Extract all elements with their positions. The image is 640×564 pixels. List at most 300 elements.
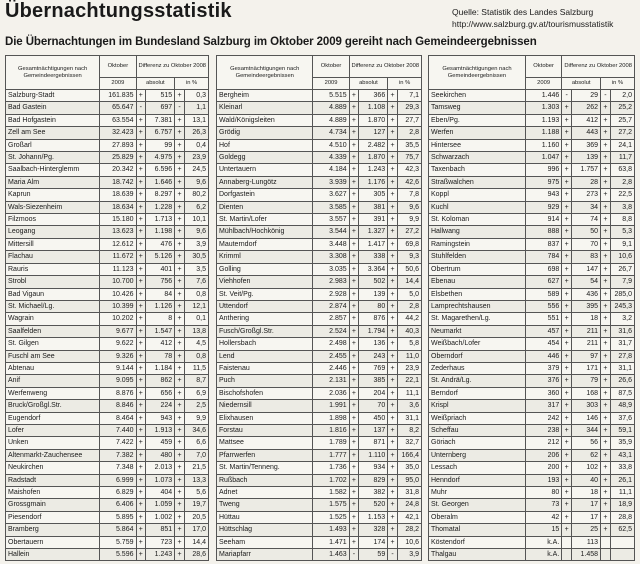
pct-value: 29,3 — [397, 102, 421, 114]
oktober-value: 9.677 — [100, 325, 136, 337]
abs-sign: + — [136, 214, 146, 226]
abs-value: 1.002 — [146, 511, 175, 523]
gemeinde-name: Thomatal — [429, 524, 526, 536]
table-row — [6, 474, 209, 486]
abs-value: 1.059 — [146, 499, 175, 511]
table-row — [429, 214, 635, 226]
abs-sign: + — [136, 387, 146, 399]
gemeinde-name: Krispl — [429, 400, 526, 412]
table-row — [217, 511, 422, 523]
abs-sign: + — [136, 412, 146, 424]
gemeinde-name: Bischofshofen — [217, 387, 313, 399]
pct-value: 9,9 — [397, 214, 421, 226]
abs-sign: + — [349, 499, 359, 511]
oktober-value: 1.575 — [313, 499, 349, 511]
gemeinde-name: Neukirchen — [6, 462, 100, 474]
oktober-value: 1.160 — [525, 139, 561, 151]
abs-sign: + — [562, 524, 572, 536]
oktober-value: 457 — [525, 325, 561, 337]
abs-value: 18 — [571, 313, 600, 325]
table-row — [6, 524, 209, 536]
oktober-value: 1.582 — [313, 487, 349, 499]
pct-sign: + — [388, 462, 398, 474]
abs-value: 862 — [146, 375, 175, 387]
abs-value: 1.126 — [146, 300, 175, 312]
pct-sign: + — [601, 487, 611, 499]
abs-value: 8.297 — [146, 189, 175, 201]
statistics-table-3 — [428, 55, 635, 561]
pct-value: 14,4 — [184, 536, 208, 548]
gemeinde-name: Flachau — [6, 251, 100, 263]
oktober-value: 7.382 — [100, 449, 136, 461]
abs-value: 79 — [571, 375, 600, 387]
pct-sign: + — [601, 511, 611, 523]
pct-value: 11,7 — [610, 152, 634, 164]
table-row — [429, 511, 635, 523]
gemeinde-name: Seeham — [217, 536, 313, 548]
oktober-value: 3.035 — [313, 263, 349, 275]
abs-sign: + — [136, 139, 146, 151]
abs-value: 436 — [571, 288, 600, 300]
abs-sign: + — [136, 313, 146, 325]
pct-sign: + — [175, 362, 185, 374]
pct-sign: + — [601, 164, 611, 176]
abs-sign: + — [136, 325, 146, 337]
oktober-value: 551 — [525, 313, 561, 325]
pct-value: 0,8 — [184, 288, 208, 300]
table-row — [217, 226, 422, 238]
pct-value: 13,3 — [184, 474, 208, 486]
gemeinde-name: Puch — [217, 375, 313, 387]
pct-value: 11,1 — [397, 387, 421, 399]
oktober-value: 42 — [525, 511, 561, 523]
gemeinde-name: Bad Vigaun — [6, 288, 100, 300]
abs-sign: + — [562, 362, 572, 374]
table-row — [217, 201, 422, 213]
table-row — [217, 400, 422, 412]
gemeinde-name: Fuschl am See — [6, 350, 100, 362]
table-row — [217, 412, 422, 424]
pct-sign: + — [388, 511, 398, 523]
gemeinde-name: Muhr — [429, 487, 526, 499]
abs-sign: - — [136, 102, 146, 114]
gemeinde-name: Berndorf — [429, 387, 526, 399]
oktober-value: 10.700 — [100, 276, 136, 288]
pct-sign: + — [388, 226, 398, 238]
abs-value: 1.646 — [146, 176, 175, 188]
table-row — [6, 300, 209, 312]
oktober-value: 784 — [525, 251, 561, 263]
oktober-value: 10.426 — [100, 288, 136, 300]
pct-sign: + — [601, 524, 611, 536]
gemeinde-name: Mauterndorf — [217, 238, 313, 250]
pct-value: 2,5 — [184, 400, 208, 412]
abs-sign: + — [562, 201, 572, 213]
abs-value: 273 — [571, 189, 600, 201]
gemeinde-name: Faistenau — [217, 362, 313, 374]
table-row — [217, 214, 422, 226]
table-row — [6, 412, 209, 424]
abs-value: 769 — [359, 362, 388, 374]
table-row — [429, 449, 635, 461]
pct-sign: + — [175, 400, 185, 412]
pct-value: 31,1 — [397, 412, 421, 424]
gemeinde-name: Schwarzach — [429, 152, 526, 164]
table-row — [429, 350, 635, 362]
abs-value: 40 — [571, 474, 600, 486]
oktober-value: 242 — [525, 412, 561, 424]
abs-sign — [562, 549, 572, 561]
header-year: 2009 — [100, 78, 136, 90]
oktober-value: 5.596 — [100, 549, 136, 561]
abs-value: 127 — [359, 127, 388, 139]
pct-sign — [601, 536, 611, 548]
pct-value: 50,6 — [397, 263, 421, 275]
oktober-value: 7.348 — [100, 462, 136, 474]
abs-sign: + — [136, 462, 146, 474]
abs-sign: + — [562, 474, 572, 486]
header-differenz: Differenz zu Oktober 2008 — [136, 56, 209, 78]
gemeinde-name: Hallwang — [429, 226, 526, 238]
pct-sign: + — [601, 276, 611, 288]
pct-value: 2,8 — [397, 127, 421, 139]
pct-sign: + — [388, 114, 398, 126]
header-oktober: Oktober — [525, 56, 561, 78]
gemeinde-name: Dienten — [217, 201, 313, 213]
abs-value: 8 — [146, 313, 175, 325]
gemeinde-name: Tweng — [217, 499, 313, 511]
pct-value: 87,5 — [610, 387, 634, 399]
gemeinde-name: Straßwalchen — [429, 176, 526, 188]
gemeinde-name: Niedernsill — [217, 400, 313, 412]
table-row — [6, 214, 209, 226]
pct-value: 6,2 — [184, 201, 208, 213]
pct-sign: + — [601, 350, 611, 362]
oktober-value: 193 — [525, 474, 561, 486]
abs-sign: + — [136, 226, 146, 238]
pct-value: 24,1 — [610, 139, 634, 151]
table-row — [6, 152, 209, 164]
oktober-value: 1.525 — [313, 511, 349, 523]
pct-sign: + — [175, 375, 185, 387]
abs-value: 338 — [359, 251, 388, 263]
table-row — [217, 189, 422, 201]
gemeinde-name: Hof — [217, 139, 313, 151]
pct-value: 22,5 — [610, 189, 634, 201]
pct-value: 0,1 — [184, 313, 208, 325]
pct-sign: + — [388, 387, 398, 399]
oktober-value: 3.448 — [313, 238, 349, 250]
pct-sign: + — [601, 424, 611, 436]
table-row — [429, 375, 635, 387]
abs-value: 7.381 — [146, 114, 175, 126]
abs-sign: + — [136, 263, 146, 275]
abs-value: 1.176 — [359, 176, 388, 188]
gemeinde-name: St. Gilgen — [6, 338, 100, 350]
oktober-value: 5.864 — [100, 524, 136, 536]
pct-value: 9,1 — [610, 238, 634, 250]
oktober-value: 5.759 — [100, 536, 136, 548]
pct-value: 28,6 — [184, 549, 208, 561]
table-row — [429, 102, 635, 114]
pct-value: 2,0 — [610, 90, 634, 102]
abs-sign: + — [136, 487, 146, 499]
oktober-value: 4.734 — [313, 127, 349, 139]
oktober-value: 2.857 — [313, 313, 349, 325]
table-row — [429, 362, 635, 374]
abs-sign: + — [349, 387, 359, 399]
gemeinde-name: Thalgau — [429, 549, 526, 561]
table-row — [217, 139, 422, 151]
pct-value: 31,8 — [397, 487, 421, 499]
table-row — [6, 90, 209, 102]
abs-sign: + — [349, 102, 359, 114]
pct-sign — [601, 549, 611, 561]
abs-value: 5.126 — [146, 251, 175, 263]
abs-sign: + — [562, 424, 572, 436]
pct-sign: + — [388, 276, 398, 288]
table-row — [6, 462, 209, 474]
abs-value: 366 — [359, 90, 388, 102]
oktober-value: 7.440 — [100, 424, 136, 436]
gemeinde-name: Weißbach/Lofer — [429, 338, 526, 350]
abs-sign: + — [562, 338, 572, 350]
abs-sign: + — [136, 449, 146, 461]
pct-value: 27,2 — [397, 226, 421, 238]
gemeinde-name: Fusch/Großgl.Str. — [217, 325, 313, 337]
abs-sign: + — [136, 424, 146, 436]
abs-sign: - — [562, 90, 572, 102]
pct-sign: + — [601, 189, 611, 201]
abs-value: 1.458 — [571, 549, 600, 561]
pct-value: 37,6 — [610, 412, 634, 424]
pct-sign: + — [388, 362, 398, 374]
table-row — [6, 549, 209, 561]
oktober-value: 1.493 — [313, 524, 349, 536]
pct-sign: + — [175, 164, 185, 176]
table-row — [217, 449, 422, 461]
abs-sign: + — [349, 238, 359, 250]
abs-sign: + — [349, 325, 359, 337]
gemeinde-name: Lend — [217, 350, 313, 362]
oktober-value: 238 — [525, 424, 561, 436]
abs-sign: + — [136, 201, 146, 213]
oktober-value: 32.423 — [100, 127, 136, 139]
pct-sign: + — [175, 189, 185, 201]
abs-sign: + — [136, 276, 146, 288]
pct-sign: + — [388, 102, 398, 114]
pct-value: 44,2 — [397, 313, 421, 325]
table-row — [6, 350, 209, 362]
gemeinde-name: Elsbethen — [429, 288, 526, 300]
table-row — [6, 536, 209, 548]
pct-sign: + — [388, 313, 398, 325]
pct-value: 42,6 — [397, 176, 421, 188]
abs-sign: + — [562, 114, 572, 126]
pct-sign: + — [388, 201, 398, 213]
pct-sign: + — [601, 400, 611, 412]
abs-value: 25 — [571, 524, 600, 536]
pct-sign: + — [175, 176, 185, 188]
abs-sign: + — [349, 90, 359, 102]
abs-value: 1.153 — [359, 511, 388, 523]
header-prozent: in % — [388, 78, 422, 90]
pct-sign: + — [601, 114, 611, 126]
gemeinde-name: Stuhlfelden — [429, 251, 526, 263]
gemeinde-name: Obertrum — [429, 263, 526, 275]
oktober-value: 73 — [525, 499, 561, 511]
abs-value: 1.110 — [359, 449, 388, 461]
pct-sign: + — [388, 300, 398, 312]
source-line: Quelle: Statistik des Landes Salzburg — [452, 7, 594, 17]
oktober-value: 2.983 — [313, 276, 349, 288]
abs-value: 943 — [146, 412, 175, 424]
abs-sign: + — [349, 189, 359, 201]
pct-value: 10,6 — [397, 536, 421, 548]
gemeinde-name: Filzmoos — [6, 214, 100, 226]
gemeinde-name: Scheffau — [429, 424, 526, 436]
table-row — [6, 313, 209, 325]
oktober-value: 888 — [525, 226, 561, 238]
pct-sign: + — [388, 288, 398, 300]
pct-value: 40,3 — [397, 325, 421, 337]
table-row — [429, 437, 635, 449]
abs-sign: + — [349, 201, 359, 213]
gemeinde-name: St. Veit/Pg. — [217, 288, 313, 300]
abs-sign: + — [562, 400, 572, 412]
abs-value: 99 — [146, 139, 175, 151]
pct-value: 9,6 — [397, 201, 421, 213]
pct-value: 33,8 — [610, 462, 634, 474]
table-row — [429, 139, 635, 151]
gemeinde-name: Untertauern — [217, 164, 313, 176]
gemeinde-name: Eugendorf — [6, 412, 100, 424]
abs-sign: + — [562, 449, 572, 461]
oktober-value: 3.544 — [313, 226, 349, 238]
oktober-value: 9.622 — [100, 338, 136, 350]
pct-value: 18,9 — [610, 499, 634, 511]
abs-value: 1.228 — [146, 201, 175, 213]
gemeinde-name: Maishofen — [6, 487, 100, 499]
abs-sign: + — [562, 350, 572, 362]
abs-value: 401 — [146, 263, 175, 275]
table-row — [217, 350, 422, 362]
pct-value: 8,2 — [397, 424, 421, 436]
gemeinde-name: Köstendorf — [429, 536, 526, 548]
abs-value: 1.794 — [359, 325, 388, 337]
pct-sign: + — [388, 449, 398, 461]
abs-value: 829 — [359, 474, 388, 486]
pct-sign: + — [601, 499, 611, 511]
pct-sign: + — [388, 263, 398, 275]
oktober-value: 1.789 — [313, 437, 349, 449]
gemeinde-name: Unken — [6, 437, 100, 449]
header-year: 2009 — [313, 78, 349, 90]
header-oktober: Oktober — [313, 56, 349, 78]
oktober-value: 3.627 — [313, 189, 349, 201]
table-row — [429, 164, 635, 176]
table-row — [429, 152, 635, 164]
header-oktober: Oktober — [100, 56, 136, 78]
abs-value: 395 — [571, 300, 600, 312]
gemeinde-name: Wald/Königsleiten — [217, 114, 313, 126]
oktober-value: 1.047 — [525, 152, 561, 164]
abs-value: 70 — [359, 400, 388, 412]
pct-value: 24,5 — [184, 164, 208, 176]
pct-value: 22,1 — [397, 375, 421, 387]
oktober-value: 360 — [525, 387, 561, 399]
pct-sign: + — [601, 362, 611, 374]
gemeinde-name: St. Martin/Lofer — [217, 214, 313, 226]
table-row — [6, 400, 209, 412]
gemeinde-name: Goldegg — [217, 152, 313, 164]
abs-sign: + — [136, 437, 146, 449]
oktober-value: 1.446 — [525, 90, 561, 102]
gemeinde-name: Göriach — [429, 437, 526, 449]
gemeinde-name: Bad Hofgastein — [6, 114, 100, 126]
gemeinde-name: Unternberg — [429, 449, 526, 461]
table-row — [6, 375, 209, 387]
pct-sign: + — [175, 487, 185, 499]
abs-value: 723 — [146, 536, 175, 548]
pct-sign: + — [601, 338, 611, 350]
table-row — [429, 462, 635, 474]
table-row — [217, 487, 422, 499]
gemeinde-name: Leogang — [6, 226, 100, 238]
abs-value: 56 — [571, 437, 600, 449]
pct-value — [610, 549, 634, 561]
pct-value: 10,1 — [184, 214, 208, 226]
gemeinde-name: Wals-Siezenheim — [6, 201, 100, 213]
oktober-value: 9.326 — [100, 350, 136, 362]
abs-sign: + — [349, 536, 359, 548]
abs-sign: + — [349, 362, 359, 374]
abs-value: 1.547 — [146, 325, 175, 337]
pct-value: 0,8 — [184, 350, 208, 362]
oktober-value: 376 — [525, 375, 561, 387]
pct-sign: + — [175, 300, 185, 312]
oktober-value: 18.742 — [100, 176, 136, 188]
abs-value: 303 — [571, 400, 600, 412]
pct-sign: + — [388, 487, 398, 499]
oktober-value: 3.585 — [313, 201, 349, 213]
gemeinde-name: Kleinarl — [217, 102, 313, 114]
table-row — [217, 549, 422, 561]
pct-sign: + — [388, 176, 398, 188]
pct-value: 5,8 — [397, 338, 421, 350]
abs-sign: + — [136, 189, 146, 201]
gemeinde-name: Maria Alm — [6, 176, 100, 188]
gemeinde-name: Oberalm — [429, 511, 526, 523]
abs-value: 137 — [359, 424, 388, 436]
pct-value: 7,0 — [184, 449, 208, 461]
oktober-value: 2.498 — [313, 338, 349, 350]
pct-sign: + — [601, 152, 611, 164]
abs-sign: + — [349, 152, 359, 164]
abs-sign: + — [562, 226, 572, 238]
abs-sign: + — [349, 449, 359, 461]
pct-sign: + — [388, 164, 398, 176]
table-row — [217, 102, 422, 114]
table-row — [429, 313, 635, 325]
abs-value: 262 — [571, 102, 600, 114]
pct-sign: + — [388, 375, 398, 387]
gemeinde-name: Saalbach-Hinterglemm — [6, 164, 100, 176]
pct-value: 17,0 — [184, 524, 208, 536]
abs-sign: + — [562, 387, 572, 399]
header-prozent: in % — [175, 78, 209, 90]
gemeinde-name: Grödig — [217, 127, 313, 139]
